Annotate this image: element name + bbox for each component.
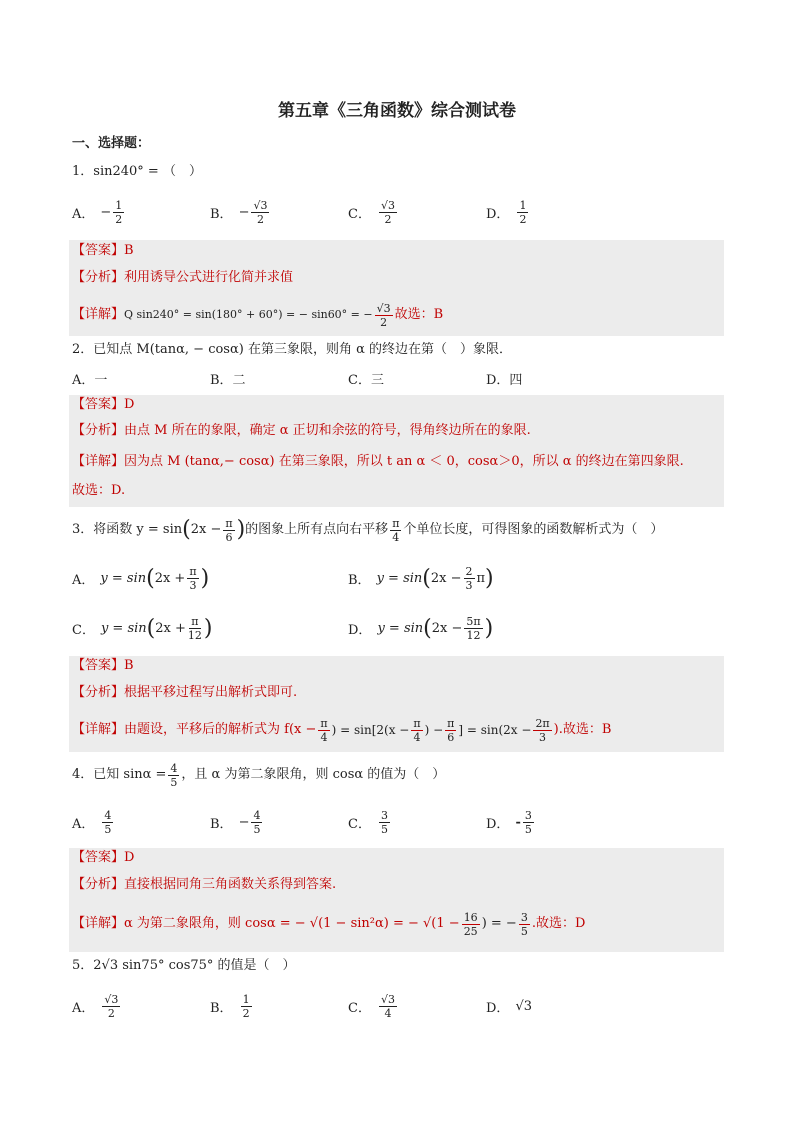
q4-analysis: 【分析】直接根据同角三角函数关系得到答案. <box>72 877 337 892</box>
q3-analysis: 【分析】根据平移过程写出解析式即可. <box>72 685 298 700</box>
q1-stem: 1．sin240° = （ ） <box>72 164 202 179</box>
q5-options <box>72 986 732 1026</box>
q2-solution-box <box>69 395 724 507</box>
fraction: $\frac{1}{2}$ <box>115 198 123 226</box>
q2-analysis: 【分析】由点 M 所在的象限，确定 α 正切和余弦的符号，得角终边所在的象限. <box>72 423 531 438</box>
q4-option-d: D． - $\frac{3}{5}$ <box>486 808 532 836</box>
q2-detail-line2: 故选：D. <box>72 483 126 498</box>
q3-answer: 【答案】B <box>72 658 134 673</box>
page-title: 第五章《三角函数》综合测试卷 <box>278 101 516 121</box>
q5-option-d: D． √3 <box>486 998 532 1016</box>
q4-option-a: A． $\frac{4}{5}$ <box>72 808 112 836</box>
q2-stem: 2．已知点 M(tanα, − cosα) 在第三象限，则角 α 的终边在第（ ）象限． <box>72 342 513 357</box>
q2-option-c: C．三 <box>348 372 384 388</box>
fraction: $\frac{√3}{2}$ <box>380 198 395 226</box>
q2-option-b: B．二 <box>210 372 246 388</box>
q1-answer: 【答案】B <box>72 243 134 258</box>
q4-stem: 4．已知 sinα = $\frac{4}{5}$ ，且 α 为第二象限角，则 cosα 的值为（ ） <box>72 761 446 789</box>
q5-option-a: A． $\frac{√3}{2}$ <box>72 992 119 1020</box>
q2-options <box>72 358 732 398</box>
fraction: $\frac{1}{2}$ <box>519 198 527 226</box>
q3-option-a: A． y = sin ( 2x + $\frac{\pi}{3}$ ) <box>72 564 210 592</box>
q4-option-b: B． − $\frac{4}{5}$ <box>210 808 261 836</box>
q5-option-b: B． $\frac{1}{2}$ <box>210 992 250 1020</box>
fraction: $\frac{√3}{2}$ <box>253 198 268 226</box>
q1-option-d: D． $\frac{1}{2}$ <box>486 198 527 226</box>
q1-option-c: C． $\frac{√3}{2}$ <box>348 198 395 226</box>
q5-option-c: C． $\frac{√3}{4}$ <box>348 992 395 1020</box>
q5-stem: 5．2√3 sin75° cos75° 的值是（ ） <box>72 958 296 973</box>
q1-option-a: A． − $\frac{1}{2}$ <box>72 198 123 226</box>
q2-option-a: A．一 <box>72 372 108 388</box>
q2-answer: 【答案】D <box>72 397 135 412</box>
q4-options <box>72 802 732 842</box>
q2-option-d: D．四 <box>486 372 523 388</box>
q3-detail: 【详解】 由题设，平移后的解析式为 f(x − $\frac{\pi}{4}$ ) = sin[2(x − $\frac{\pi}{4}$ ) − $\frac{\pi}{6}$ ] = sin(2x − $\frac{2\pi}{3}$ ).故选：B <box>72 716 612 744</box>
q1-options <box>72 192 732 232</box>
q1-option-b: B． − $\frac{√3}{2}$ <box>210 198 268 226</box>
q3-options-row1 <box>72 558 732 598</box>
q3-option-c: C． y = sin ( 2x + $\frac{\pi}{12}$ ) <box>72 614 213 642</box>
q1-analysis: 【分析】利用诱导公式进行化简并求值 <box>72 270 294 285</box>
q4-detail: 【详解】 α 为第二象限角，则 cosα = − √(1 − sin²α) = − √(1 − $\frac{16}{25}$ ) = − $\frac{3}{5}$ .故选：D <box>72 910 586 938</box>
q4-answer: 【答案】D <box>72 850 135 865</box>
q1-detail: 【详解】 Q sin240° = sin(180° + 60°) = − sin60° = − $\frac{√3}{2}$ 故选：B <box>72 301 444 329</box>
q2-detail: 【详解】因为点 M (tanα,− cosα) 在第三象限，所以 t an α ＜ 0，cosα＞0，所以 α 的终边在第四象限. <box>72 454 684 469</box>
q4-option-c: C． $\frac{3}{5}$ <box>348 808 388 836</box>
q3-stem: 3．将函数 y = sin ( 2x − $\frac{\pi}{6}$ ) 的图象上所有点向右平移 $\frac{\pi}{4}$ 个单位长度，可得图象的函数解析式为（ ） <box>72 516 664 544</box>
q3-option-b: B． y = sin ( 2x − $\frac{2}{3}$ π ) <box>348 564 494 592</box>
q3-option-d: D． y = sin ( 2x − $\frac{5\pi}{12}$ ) <box>348 614 494 642</box>
section-heading: 一、选择题： <box>72 136 151 151</box>
q3-options-row2 <box>72 608 732 648</box>
